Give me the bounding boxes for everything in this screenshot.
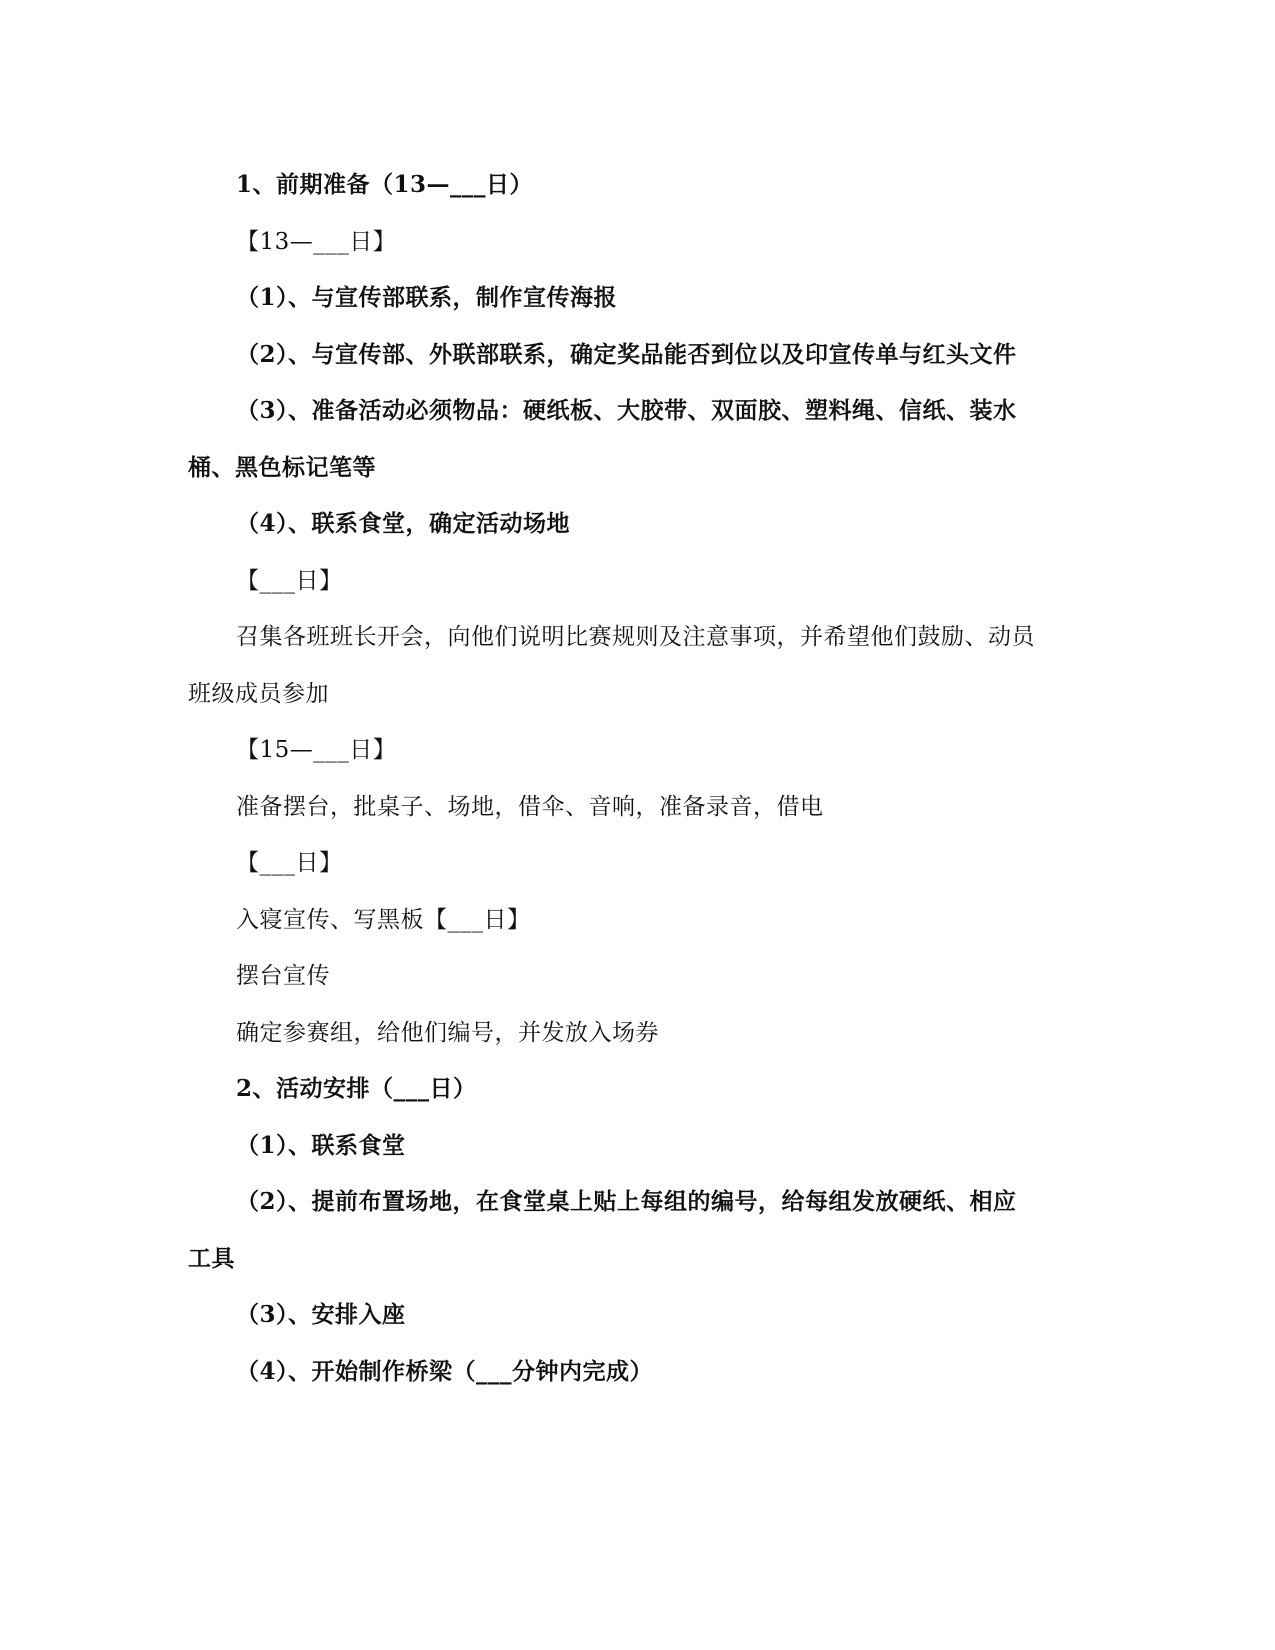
section-heading-preparation: 1、前期准备（13—___日） xyxy=(236,171,534,198)
task-item: （4）、联系食堂，确定活动场地 xyxy=(236,510,571,537)
body-paragraph: 准备摆台，批桌子、场地，借伞、音响，准备录音，借电 xyxy=(236,794,824,820)
date-bracket-label: 【13—___日】 xyxy=(236,229,397,255)
date-bracket-label: 【___日】 xyxy=(236,850,343,876)
body-paragraph: 摆台宣传 xyxy=(236,963,330,989)
task-item: （4）、开始制作桥梁（___分钟内完成） xyxy=(236,1358,654,1385)
task-item: （1）、与宣传部联系，制作宣传海报 xyxy=(236,284,618,311)
task-item: （2）、提前布置场地，在食堂桌上贴上每组的编号，给每组发放硬纸、相应 xyxy=(236,1188,1017,1215)
body-paragraph: 确定参赛组，给他们编号，并发放入场券 xyxy=(236,1020,659,1046)
section-heading-activity: 2、活动安排（___日） xyxy=(236,1075,477,1102)
task-item-continuation: 工具 xyxy=(188,1245,235,1272)
body-paragraph-continuation: 班级成员参加 xyxy=(188,681,329,707)
body-paragraph: 入寝宣传、写黑板【___日】 xyxy=(236,907,531,933)
body-paragraph: 召集各班班长开会，向他们说明比赛规则及注意事项，并希望他们鼓励、动员 xyxy=(236,624,1035,650)
date-bracket-label: 【___日】 xyxy=(236,568,343,594)
task-item: （3）、准备活动必须物品：硬纸板、大胶带、双面胶、塑料绳、信纸、装水 xyxy=(236,397,1017,424)
task-item: （1）、联系食堂 xyxy=(236,1132,406,1159)
task-item: （3）、安排入座 xyxy=(236,1301,406,1328)
task-item: （2）、与宣传部、外联部联系，确定奖品能否到位以及印宣传单与红头文件 xyxy=(236,341,1017,368)
task-item-continuation: 桶、黑色标记笔等 xyxy=(188,454,376,481)
date-bracket-label: 【15—___日】 xyxy=(236,737,397,763)
